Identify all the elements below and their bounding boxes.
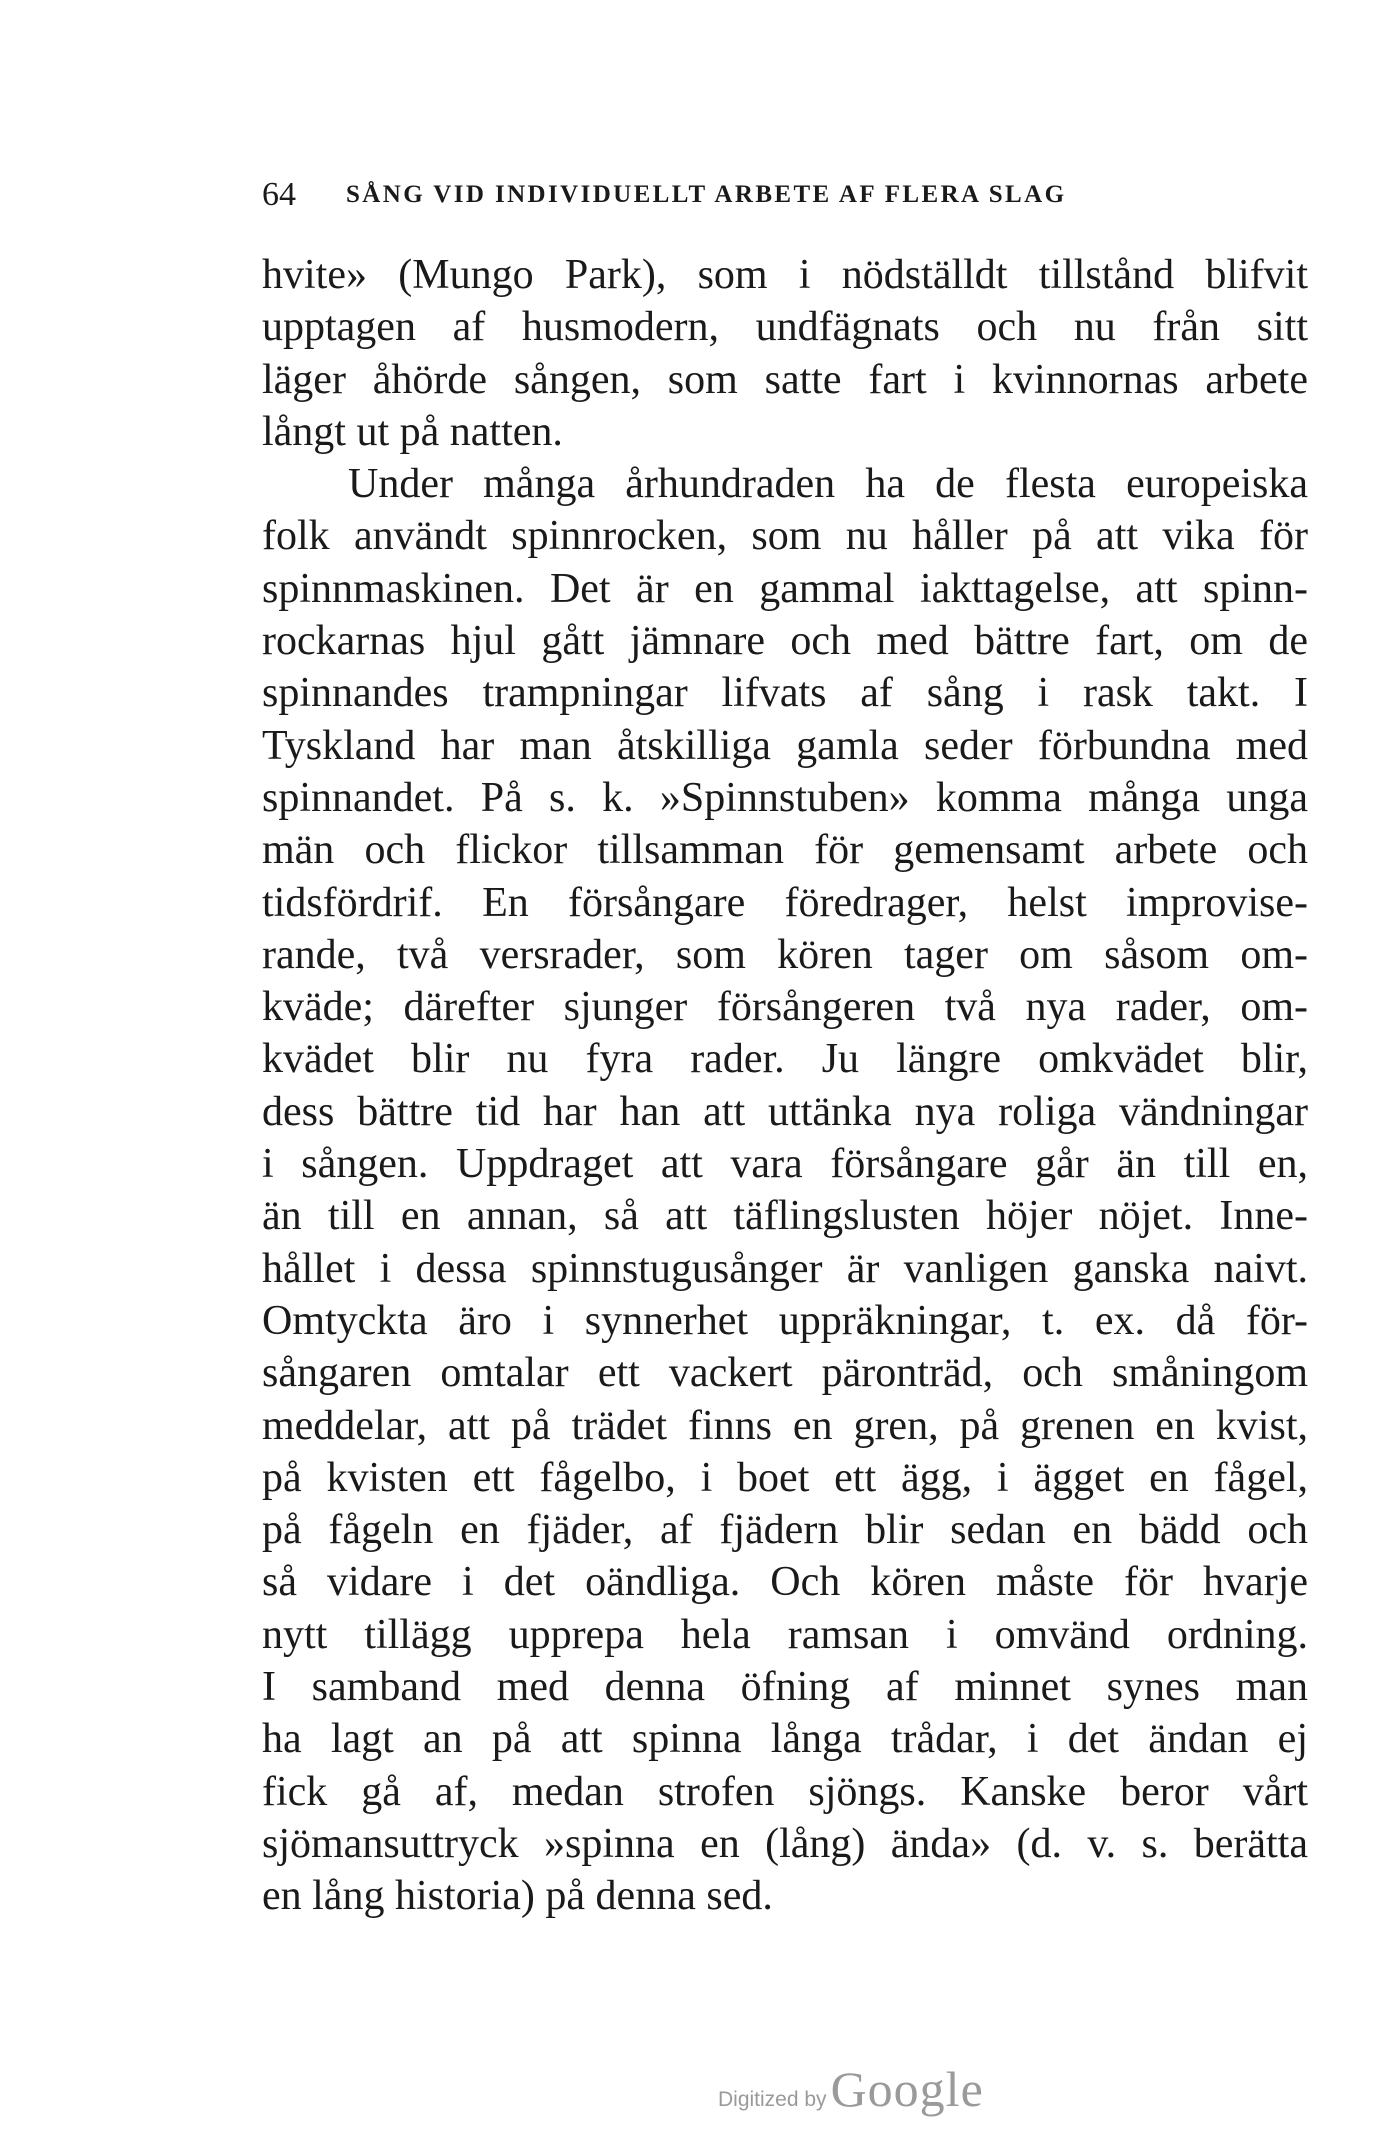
text-line: rockarnas hjul gått jämnare och med bättre fart, om de xyxy=(262,618,1308,665)
text-line: ha lagt an på att spinna långa trådar, i det ändan ej xyxy=(262,1716,1308,1763)
text-line: sjömansuttryck »spinna en (lång) ända» (d. v. s. berätta xyxy=(262,1820,1308,1867)
text-line: Under många århundraden ha de flesta europeiska xyxy=(348,461,1308,508)
text-line: hvite» (Mungo Park), som i nödställdt tillstånd blifvit xyxy=(262,252,1308,298)
text-line: spinnandet. På s. k. »Spinnstuben» komma många unga xyxy=(262,774,1308,821)
google-logo: Google xyxy=(830,2061,984,2117)
running-head: SÅNG VID INDIVIDUELLT ARBETE AF FLERA SLAG xyxy=(346,181,1067,208)
text-line: fick gå af, medan strofen sjöngs. Kanske beror vårt xyxy=(262,1768,1308,1815)
text-line: kväde; därefter sjunger försångeren två nya rader, om- xyxy=(262,984,1308,1031)
text-line: Omtyckta äro i synnerhet uppräkningar, t. ex. då för- xyxy=(262,1297,1308,1344)
text-line: så vidare i det oändliga. Och kören måste för hvarje xyxy=(262,1559,1308,1606)
text-line: kvädet blir nu fyra rader. Ju längre omkvädet blir, xyxy=(262,1036,1308,1083)
text-line: män och flickor tillsamman för gemensamt arbete och xyxy=(262,827,1308,874)
text-line: folk användt spinnrocken, som nu håller på att vika för xyxy=(262,513,1308,560)
text-line: tidsfördrif. En försångare föredrager, helst improvise- xyxy=(262,879,1308,926)
text-line: hållet i dessa spinnstugusånger är vanligen ganska naivt. xyxy=(262,1245,1308,1292)
text-line: I samband med denna öfning af minnet synes man xyxy=(262,1664,1308,1711)
text-line: Tyskland har man åtskilliga gamla seder förbundna med xyxy=(262,722,1308,769)
text-line: spinnmaskinen. Det är en gammal iakttagelse, att spinn- xyxy=(262,565,1308,612)
text-line: på fågeln en fjäder, af fjädern blir sedan en bädd och xyxy=(262,1507,1308,1554)
body-text xyxy=(262,249,1308,1923)
text-line: än till en annan, så att täflingslusten höjer nöjet. Inne- xyxy=(262,1193,1308,1240)
text-line: på kvisten ett fågelbo, i boet ett ägg, i ägget en fågel, xyxy=(262,1454,1308,1501)
text-line: läger åhörde sången, som satte fart i kvinnornas arbete xyxy=(262,356,1308,403)
text-line: upptagen af husmodern, undfägnats och nu från sitt xyxy=(262,304,1308,351)
page-header xyxy=(262,170,1262,220)
text-line: långt ut på natten. xyxy=(262,408,563,455)
watermark-prefix: Digitized by xyxy=(718,2088,827,2111)
text-line: spinnandes trampningar lifvats af sång i rask takt. I xyxy=(262,670,1308,717)
text-line: i sången. Uppdraget att vara försångare går än till en, xyxy=(262,1141,1308,1188)
text-line: dess bättre tid har han att uttänka nya roliga vändningar xyxy=(262,1088,1308,1135)
text-line: en lång historia) på denna sed. xyxy=(262,1873,773,1920)
page-number: 64 xyxy=(262,176,296,213)
text-line: sångaren omtalar ett vackert päronträd, och småningom xyxy=(262,1350,1308,1397)
text-line: nytt tillägg upprepa hela ramsan i omvänd ordning. xyxy=(262,1611,1308,1658)
digitized-watermark xyxy=(718,2060,984,2120)
text-line: meddelar, att på trädet finns en gren, på grenen en kvist, xyxy=(262,1402,1308,1449)
text-line: rande, två versrader, som kören tager om såsom om- xyxy=(262,931,1308,978)
